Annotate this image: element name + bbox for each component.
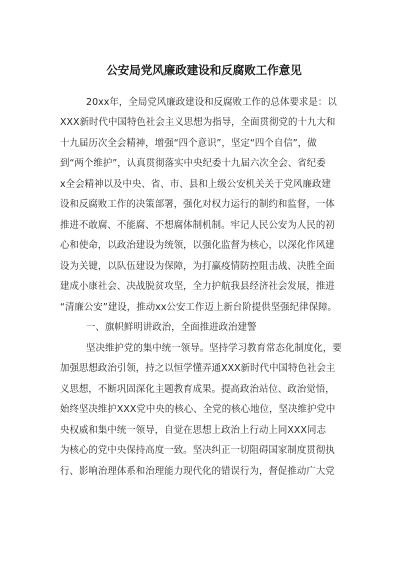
paragraph-line: XXX新时代中国特色社会主义思想为指导，全面贯彻党的十九大和 <box>60 117 336 128</box>
paragraph-line: “清廉公安”建设，推动xx公安工作迈上新台阶提供坚强纪律保障。 <box>60 302 338 313</box>
paragraph-line: 建成小康社会、决战脱贫攻坚，全力护航我县经济社会发展，推进 <box>60 281 335 292</box>
section-heading: 一、旗帜鲜明讲政治，全面推进政治建警 <box>86 322 257 333</box>
paragraph-line: 始终坚决维护XXX党中央的核心、全党的核心地位，坚决维护党中 <box>60 404 336 415</box>
paragraph-line: 义思想，不断巩固深化主题教育成果。提高政治站位、政治觉悟， <box>60 384 335 395</box>
paragraph-line: 行、影响治理体系和治理能力现代化的错误行为，督促推动广大党 <box>60 466 335 477</box>
paragraph-line: 推进不敢腐、不能腐、不想腐体制机制。牢记人民公安为人民的初 <box>60 220 335 231</box>
paragraph-line: 设为关键，以队伍建设为保障，为打赢疫情防控阻击战、决胜全面 <box>60 261 335 272</box>
paragraph-line: 坚决维护党的集中统一领导。坚持学习教育常态化制度化，要 <box>86 343 342 354</box>
paragraph-line: 心和使命，以政治建设为统领，以强化监督为核心，以深化作风建 <box>60 240 335 251</box>
paragraph-line: 到“两个维护”，认真贯彻落实中央纪委十九届六次全会、省纪委 <box>60 158 326 169</box>
document-title: 公安局党风廉政建设和反腐败工作意见 <box>106 63 302 77</box>
paragraph-line: 加强思想政治引领，持之以恒学懂弄通XXX新时代中国特色社会主 <box>60 363 336 374</box>
paragraph-line: 20xx年，全局党风廉政建设和反腐败工作的总体要求是：以 <box>86 97 337 108</box>
paragraph-line: 为核心的党中央保持高度一致。坚决纠正一切阻碍国家制度贯彻执 <box>60 445 335 456</box>
paragraph-line: 设和反腐败工作的决策部署，强化对权力运行的制约和监督，一体 <box>60 199 335 210</box>
paragraph-line: 央权威和集中统一领导，自觉在思想上政治上行动上同XXX同志 <box>60 425 326 436</box>
paragraph-line: x全会精神以及中央、省、市、县和上级公安机关关于党风廉政建 <box>60 179 331 190</box>
paragraph-line: 十九届历次全会精神，增强“四个意识”，坚定“四个自信”，做 <box>60 138 317 149</box>
